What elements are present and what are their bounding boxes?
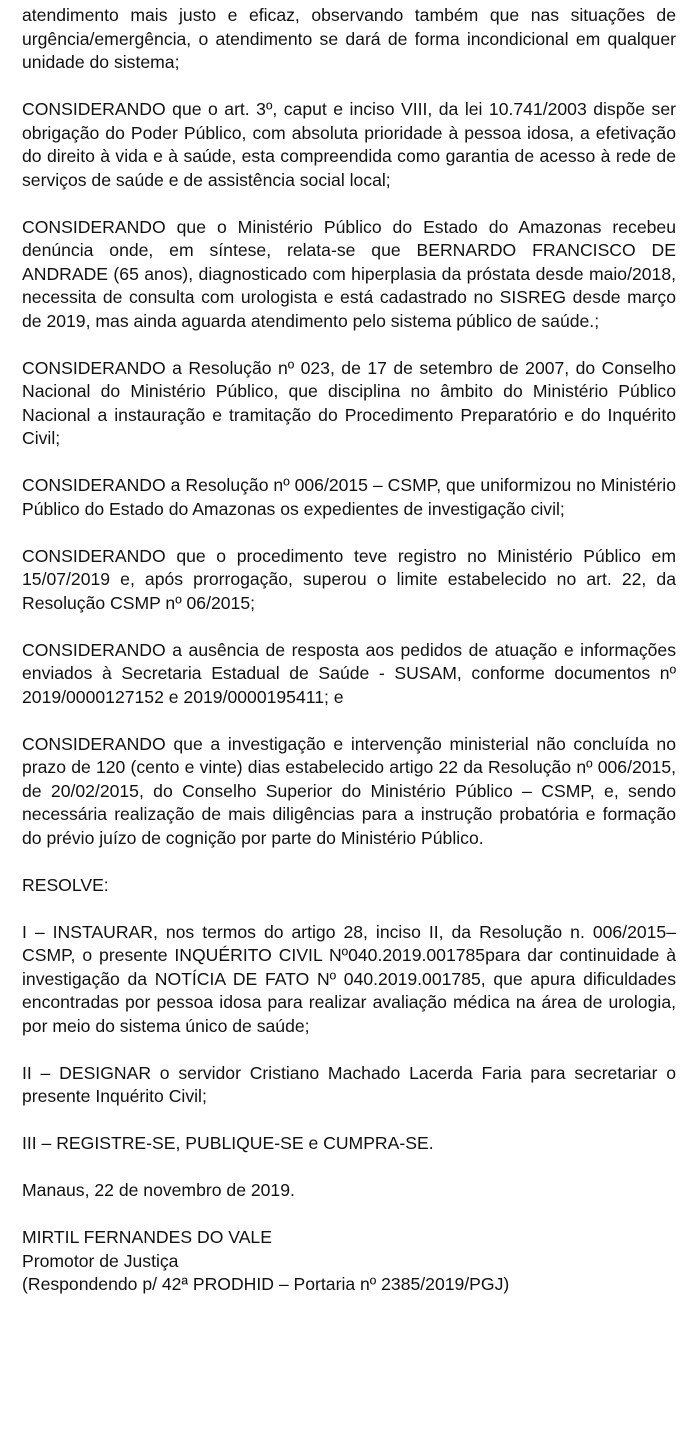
paragraph-resolve-item-1: I – INSTAURAR, nos termos do artigo 28, inciso II, da Resolução n. 006/2015–CSMP, o presente INQUÉRITO CIVIL Nº040.2019.001785para dar continuidade à investigação da NOTÍCIA DE FATO Nº 040.2019.001785, que apura dificuldades encontradas por pessoa idosa para realizar avaliação médica na área de urologia, por meio do sistema único de saúde;	[22, 921, 676, 1036]
paragraph-resolve-heading: RESOLVE:	[22, 874, 109, 895]
signature-block	[22, 1226, 676, 1297]
paragraph-considerando-resolution-023: CONSIDERANDO a Resolução nº 023, de 17 de setembro de 2007, do Conselho Nacional do Ministério Público, que disciplina no âmbito do Ministério Público Nacional a instauração e tramitação do Procedimento Preparatório e do Inquérito Civil;	[22, 357, 676, 448]
paragraph-considerando-resolution-006: CONSIDERANDO a Resolução nº 006/2015 – CSMP, que uniformizou no Ministério Público do Estado do Amazonas os expedientes de investigação civil;	[22, 475, 676, 519]
paragraph-considerando-investigation: CONSIDERANDO que a investigação e intervenção ministerial não concluída no prazo de 120 (cento e vinte) dias estabelecido artigo 22 da Resolução nº 006/2015, de 20/02/2015, do Conselho Superior do Ministério Público – CSMP, e, sendo necessária realização de mais diligências para a instrução probatória e formação do prévio juízo de cognição por parte do Ministério Público.	[22, 733, 676, 848]
document-body	[22, 4, 676, 1297]
paragraph-resolve-item-3: III – REGISTRE-SE, PUBLIQUE-SE e CUMPRA-SE.	[22, 1133, 434, 1153]
signature-title: Promotor de Justiça	[22, 1250, 179, 1271]
paragraph-considerando-complaint: CONSIDERANDO que o Ministério Público do Estado do Amazonas recebeu denúncia onde, em síntese, relata-se que BERNARDO FRANCISCO DE ANDRADE (65 anos), diagnosticado com hiperplasia da próstata desde maio/2018, necessita de consulta com urologista e está cadastrado no SISREG desde março de 2019, mas ainda aguarda atendimento pelo sistema público de saúde.;	[22, 216, 676, 331]
paragraph-considerando-no-response: CONSIDERANDO a ausência de resposta aos pedidos de atuação e informações enviados à Secretaria Estadual de Saúde - SUSAM, conforme documentos nº 2019/0000127152 e 2019/0000195411; e	[22, 639, 676, 707]
signature-name: MIRTIL FERNANDES DO VALE	[22, 1227, 272, 1247]
paragraph-date-place: Manaus, 22 de novembro de 2019.	[22, 1180, 295, 1200]
paragraph-considerando-registration: CONSIDERANDO que o procedimento teve registro no Ministério Público em 15/07/2019 e, após prorrogação, superou o limite estabelecido no art. 22, da Resolução CSMP nº 06/2015;	[22, 545, 676, 613]
signature-note: (Respondendo p/ 42ª PRODHID – Portaria nº 2385/2019/PGJ)	[22, 1274, 510, 1294]
paragraph-intro-continuation: atendimento mais justo e eficaz, observando também que nas situações de urgência/emergência, o atendimento se dará de forma incondicional em qualquer unidade do sistema;	[22, 5, 676, 72]
paragraph-considerando-elderly-law: CONSIDERANDO que o art. 3º, caput e inciso VIII, da lei 10.741/2003 dispõe ser obrigação do Poder Público, com absoluta prioridade à pessoa idosa, a efetivação do direito à vida e à saúde, esta compreendida como garantia de acesso à rede de serviços de saúde e de assistência social local;	[22, 99, 676, 190]
paragraph-resolve-item-2: II – DESIGNAR o servidor Cristiano Machado Lacerda Faria para secretariar o presente Inquérito Civil;	[22, 1062, 676, 1106]
